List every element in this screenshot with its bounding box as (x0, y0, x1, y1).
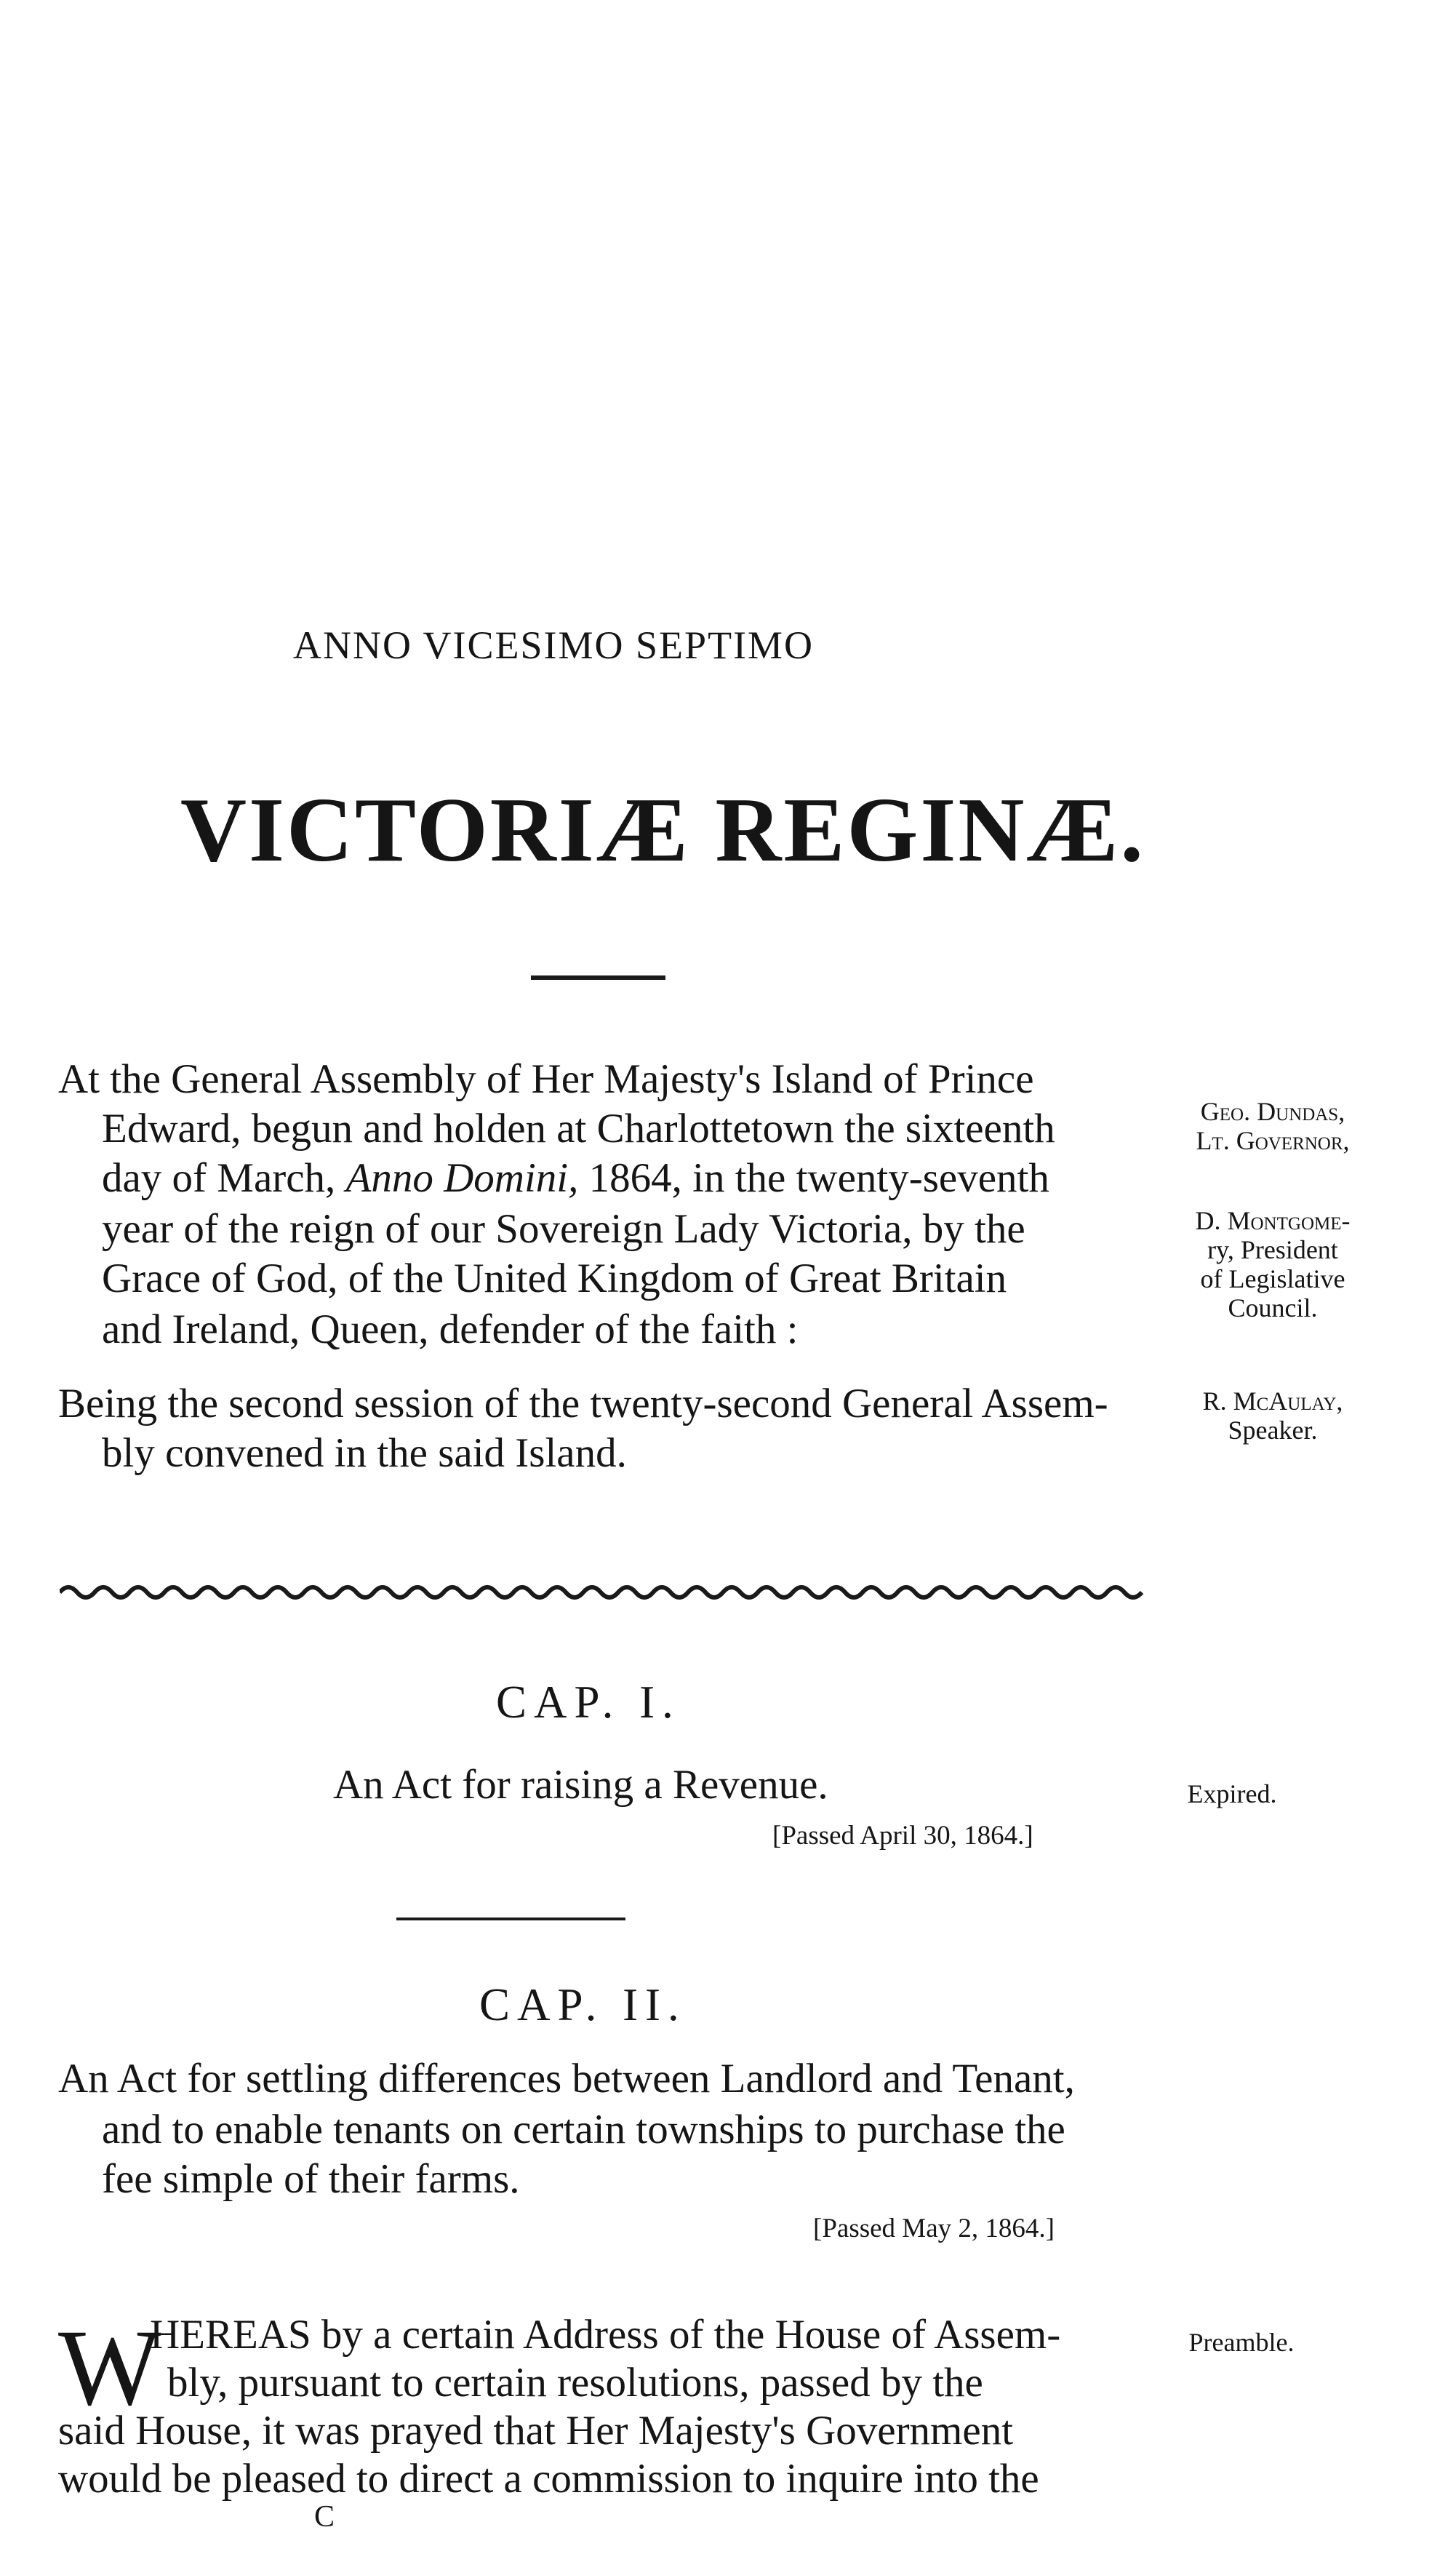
cap-1-passed: [Passed April 30, 1864.] (772, 1821, 1033, 1851)
cap-2-title-line-3: fee simple of their farms. (102, 2156, 520, 2202)
session-line-1: Being the second session of the twenty-second General Assem- (58, 1381, 1108, 1426)
margin-president-title-3: Council. (1228, 1293, 1318, 1322)
margin-governor-title: Lt. Governor, (1196, 1126, 1350, 1155)
cap-1-title: An Act for raising a Revenue. (333, 1762, 828, 1808)
margin-preamble: Preamble. (1188, 2328, 1295, 2357)
preamble-line-4: year of the reign of our Sovereign Lady Victoria, by the (102, 1206, 1025, 1252)
margin-speaker-title: Speaker. (1228, 1416, 1318, 1445)
preamble-line-1: At the General Assembly of Her Majesty's Island of Prince (58, 1056, 1034, 1102)
cap-1-rule (396, 1918, 625, 1920)
margin-governor-name: Geo. Dundas, (1200, 1097, 1345, 1126)
anno-heading: ANNO VICESIMO SEPTIMO (293, 623, 815, 667)
cap-2-title-line-1: An Act for settling differences between Landlord and Tenant, (58, 2056, 1075, 2102)
cap-2-text-line-1: HEREAS by a certain Address of the House of Assem- (150, 2312, 1061, 2358)
session-line-2: bly convened in the said Island. (102, 1430, 627, 1476)
signature-mark: C (314, 2500, 335, 2534)
drop-cap-w: W (58, 2307, 161, 2428)
margin-governor (1164, 1097, 1382, 1155)
preamble-line-3-start: day of March, (102, 1155, 346, 1201)
margin-president-name: D. Montgome- (1195, 1206, 1351, 1235)
margin-president (1164, 1206, 1382, 1322)
margin-president-title-1: ry, President (1207, 1235, 1338, 1264)
margin-expired: Expired. (1187, 1779, 1277, 1808)
margin-president-title-2: of Legislative (1200, 1264, 1345, 1293)
title-rule (531, 975, 665, 980)
reginae-title: VICTORIÆ REGINÆ. (180, 780, 1145, 881)
preamble-line-6: and Ireland, Queen, defender of the faith : (102, 1306, 799, 1352)
preamble-line-5: Grace of God, of the United Kingdom of Great Britain (102, 1256, 1007, 1301)
margin-speaker-name: R. McAulay, (1202, 1386, 1343, 1416)
cap-2-passed: [Passed May 2, 1864.] (813, 2214, 1055, 2243)
cap-2-heading: CAP. II. (479, 1979, 687, 2030)
cap-1-heading: CAP. I. (496, 1677, 681, 1728)
preamble-line-2: Edward, begun and holden at Charlottetown the sixteenth (102, 1106, 1055, 1152)
wavy-rule-ornament (60, 1581, 1148, 1603)
margin-speaker (1164, 1386, 1382, 1445)
preamble-line-3-end: 1864, in the twenty-seventh (578, 1155, 1049, 1201)
preamble-line-3 (102, 1155, 1049, 1202)
cap-2-text-line-4: would be pleased to direct a commission to inquire into the (58, 2456, 1039, 2502)
cap-2-text-line-2: bly, pursuant to certain resolutions, passed by the (167, 2360, 983, 2406)
cap-2-title-line-2: and to enable tenants on certain townships to purchase the (102, 2107, 1065, 2152)
cap-2-text-line-3: said House, it was prayed that Her Majesty's Government (58, 2408, 1014, 2454)
anno-domini: Anno Domini, (345, 1155, 579, 1201)
